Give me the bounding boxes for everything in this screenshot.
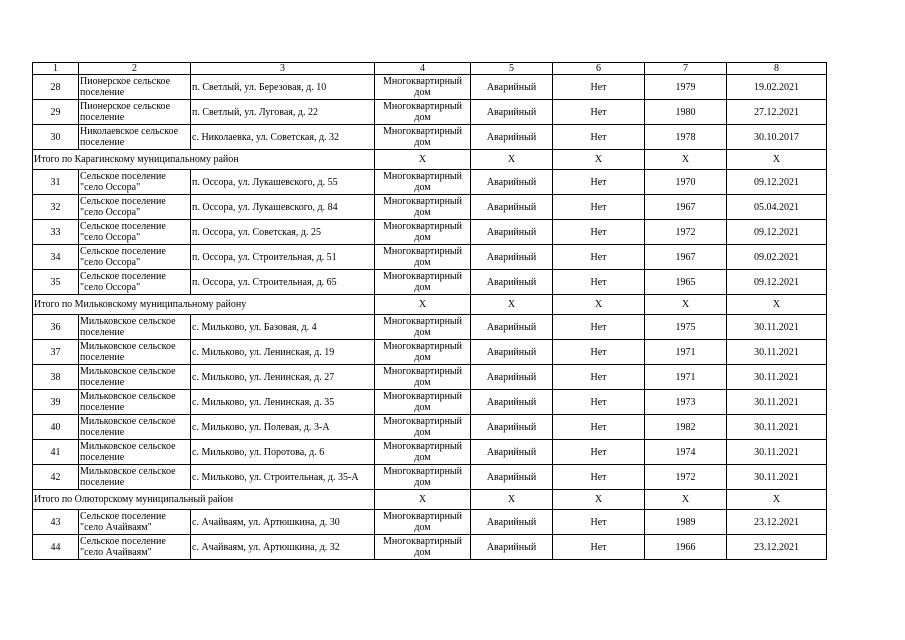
status-cell: Аварийный <box>471 170 553 195</box>
municipality-cell: Сельское поселение "село Оссора" <box>79 220 191 245</box>
municipality-cell: Николаевское сельское поселение <box>79 125 191 150</box>
house-type-cell: Многоквартирный дом <box>375 415 471 440</box>
row-number-cell: 40 <box>33 415 79 440</box>
house-type-cell: Многоквартирный дом <box>375 465 471 490</box>
address-cell: п. Оссора, ул. Лукашевского, д. 55 <box>191 170 375 195</box>
row-number-cell: 31 <box>33 170 79 195</box>
house-type-cell: Многоквартирный дом <box>375 245 471 270</box>
year-cell: 1975 <box>645 315 727 340</box>
year-cell: 1973 <box>645 390 727 415</box>
year-cell: 1966 <box>645 535 727 560</box>
year-cell: 1970 <box>645 170 727 195</box>
column-number-cell: 6 <box>553 63 645 75</box>
subtotal-row <box>33 490 827 510</box>
flag-cell: Нет <box>553 75 645 100</box>
date-cell: 30.11.2021 <box>727 415 827 440</box>
year-cell: 1965 <box>645 270 727 295</box>
status-cell: Аварийный <box>471 535 553 560</box>
housing-registry-table <box>32 62 827 560</box>
table-row <box>33 340 827 365</box>
row-number-cell: 28 <box>33 75 79 100</box>
address-cell: с. Мильково, ул. Ленинская, д. 19 <box>191 340 375 365</box>
date-cell: 09.12.2021 <box>727 170 827 195</box>
house-type-cell: Многоквартирный дом <box>375 100 471 125</box>
status-cell: Аварийный <box>471 415 553 440</box>
row-number-cell: 36 <box>33 315 79 340</box>
status-cell: Аварийный <box>471 340 553 365</box>
date-cell: 09.02.2021 <box>727 245 827 270</box>
status-cell: Аварийный <box>471 465 553 490</box>
municipality-cell: Мильковское сельское поселение <box>79 390 191 415</box>
municipality-cell: Мильковское сельское поселение <box>79 365 191 390</box>
subtotal-value-cell: X <box>375 295 471 315</box>
flag-cell: Нет <box>553 365 645 390</box>
municipality-cell: Мильковское сельское поселение <box>79 465 191 490</box>
status-cell: Аварийный <box>471 100 553 125</box>
subtotal-value-cell: X <box>727 295 827 315</box>
address-cell: п. Оссора, ул. Строительная, д. 65 <box>191 270 375 295</box>
subtotal-value-cell: X <box>553 150 645 170</box>
column-number-cell: 2 <box>79 63 191 75</box>
column-number-cell: 7 <box>645 63 727 75</box>
municipality-cell: Пионерское сельское поселение <box>79 100 191 125</box>
date-cell: 05.04.2021 <box>727 195 827 220</box>
address-cell: п. Оссора, ул. Строительная, д. 51 <box>191 245 375 270</box>
address-cell: с. Мильково, ул. Полевая, д. 3-А <box>191 415 375 440</box>
table-row <box>33 245 827 270</box>
table-row <box>33 315 827 340</box>
table-row <box>33 170 827 195</box>
house-type-cell: Многоквартирный дом <box>375 270 471 295</box>
subtotal-value-cell: X <box>553 490 645 510</box>
row-number-cell: 33 <box>33 220 79 245</box>
house-type-cell: Многоквартирный дом <box>375 195 471 220</box>
table-row <box>33 440 827 465</box>
status-cell: Аварийный <box>471 315 553 340</box>
house-type-cell: Многоквартирный дом <box>375 170 471 195</box>
table-body <box>33 63 827 560</box>
date-cell: 23.12.2021 <box>727 535 827 560</box>
subtotal-value-cell: X <box>471 490 553 510</box>
date-cell: 30.11.2021 <box>727 365 827 390</box>
house-type-cell: Многоквартирный дом <box>375 315 471 340</box>
year-cell: 1971 <box>645 340 727 365</box>
flag-cell: Нет <box>553 245 645 270</box>
subtotal-value-cell: X <box>645 490 727 510</box>
house-type-cell: Многоквартирный дом <box>375 365 471 390</box>
address-cell: с. Ачайваям, ул. Артюшкина, д. 30 <box>191 510 375 535</box>
address-cell: с. Мильково, ул. Ленинская, д. 27 <box>191 365 375 390</box>
house-type-cell: Многоквартирный дом <box>375 390 471 415</box>
subtotal-value-cell: X <box>375 150 471 170</box>
date-cell: 09.12.2021 <box>727 270 827 295</box>
flag-cell: Нет <box>553 415 645 440</box>
row-number-cell: 32 <box>33 195 79 220</box>
status-cell: Аварийный <box>471 510 553 535</box>
address-cell: п. Оссора, ул. Советская, д. 25 <box>191 220 375 245</box>
table-row <box>33 125 827 150</box>
address-cell: п. Светлый, ул. Березовая, д. 10 <box>191 75 375 100</box>
year-cell: 1967 <box>645 195 727 220</box>
flag-cell: Нет <box>553 440 645 465</box>
status-cell: Аварийный <box>471 125 553 150</box>
date-cell: 30.11.2021 <box>727 440 827 465</box>
flag-cell: Нет <box>553 270 645 295</box>
row-number-cell: 34 <box>33 245 79 270</box>
municipality-cell: Мильковское сельское поселение <box>79 340 191 365</box>
address-cell: с. Ачайваям, ул. Артюшкина, д. 32 <box>191 535 375 560</box>
address-cell: с. Мильково, ул. Ленинская, д. 35 <box>191 390 375 415</box>
row-number-cell: 39 <box>33 390 79 415</box>
municipality-cell: Мильковское сельское поселение <box>79 440 191 465</box>
date-cell: 30.11.2021 <box>727 465 827 490</box>
year-cell: 1982 <box>645 415 727 440</box>
flag-cell: Нет <box>553 100 645 125</box>
date-cell: 30.10.2017 <box>727 125 827 150</box>
subtotal-label: Итого по Олюторскому муниципальный район <box>33 490 375 510</box>
flag-cell: Нет <box>553 125 645 150</box>
flag-cell: Нет <box>553 170 645 195</box>
row-number-cell: 44 <box>33 535 79 560</box>
table-row <box>33 465 827 490</box>
house-type-cell: Многоквартирный дом <box>375 510 471 535</box>
table-row <box>33 390 827 415</box>
municipality-cell: Мильковское сельское поселение <box>79 315 191 340</box>
subtotal-value-cell: X <box>553 295 645 315</box>
address-cell: п. Оссора, ул. Лукашевского, д. 84 <box>191 195 375 220</box>
status-cell: Аварийный <box>471 390 553 415</box>
year-cell: 1967 <box>645 245 727 270</box>
status-cell: Аварийный <box>471 75 553 100</box>
address-cell: с. Мильково, ул. Поротова, д. 6 <box>191 440 375 465</box>
year-cell: 1978 <box>645 125 727 150</box>
flag-cell: Нет <box>553 465 645 490</box>
municipality-cell: Сельское поселение "село Оссора" <box>79 195 191 220</box>
address-cell: с. Николаевка, ул. Советская, д. 32 <box>191 125 375 150</box>
flag-cell: Нет <box>553 195 645 220</box>
date-cell: 23.12.2021 <box>727 510 827 535</box>
table-row <box>33 415 827 440</box>
row-number-cell: 43 <box>33 510 79 535</box>
municipality-cell: Сельское поселение "село Ачайваям" <box>79 510 191 535</box>
house-type-cell: Многоквартирный дом <box>375 75 471 100</box>
subtotal-value-cell: X <box>727 150 827 170</box>
subtotal-value-cell: X <box>471 295 553 315</box>
house-type-cell: Многоквартирный дом <box>375 340 471 365</box>
house-type-cell: Многоквартирный дом <box>375 125 471 150</box>
date-cell: 19.02.2021 <box>727 75 827 100</box>
year-cell: 1972 <box>645 465 727 490</box>
column-number-header-row <box>33 63 827 75</box>
subtotal-value-cell: X <box>645 150 727 170</box>
year-cell: 1971 <box>645 365 727 390</box>
subtotal-value-cell: X <box>375 490 471 510</box>
municipality-cell: Сельское поселение "село Оссора" <box>79 170 191 195</box>
table-row <box>33 365 827 390</box>
row-number-cell: 37 <box>33 340 79 365</box>
column-number-cell: 1 <box>33 63 79 75</box>
flag-cell: Нет <box>553 510 645 535</box>
status-cell: Аварийный <box>471 365 553 390</box>
year-cell: 1980 <box>645 100 727 125</box>
house-type-cell: Многоквартирный дом <box>375 220 471 245</box>
date-cell: 09.12.2021 <box>727 220 827 245</box>
municipality-cell: Сельское поселение "село Ачайваям" <box>79 535 191 560</box>
municipality-cell: Сельское поселение "село Оссора" <box>79 270 191 295</box>
flag-cell: Нет <box>553 220 645 245</box>
row-number-cell: 35 <box>33 270 79 295</box>
subtotal-value-cell: X <box>645 295 727 315</box>
year-cell: 1989 <box>645 510 727 535</box>
municipality-cell: Пионерское сельское поселение <box>79 75 191 100</box>
row-number-cell: 41 <box>33 440 79 465</box>
table-row <box>33 75 827 100</box>
date-cell: 30.11.2021 <box>727 390 827 415</box>
date-cell: 27.12.2021 <box>727 100 827 125</box>
subtotal-label: Итого по Мильковскому муниципальному району <box>33 295 375 315</box>
municipality-cell: Сельское поселение "село Оссора" <box>79 245 191 270</box>
flag-cell: Нет <box>553 315 645 340</box>
subtotal-value-cell: X <box>471 150 553 170</box>
table-row <box>33 510 827 535</box>
row-number-cell: 42 <box>33 465 79 490</box>
address-cell: с. Мильково, ул. Строительная, д. 35-А <box>191 465 375 490</box>
subtotal-label: Итого по Карагинскому муниципальному район <box>33 150 375 170</box>
year-cell: 1979 <box>645 75 727 100</box>
column-number-cell: 4 <box>375 63 471 75</box>
row-number-cell: 30 <box>33 125 79 150</box>
status-cell: Аварийный <box>471 220 553 245</box>
status-cell: Аварийный <box>471 195 553 220</box>
table-row <box>33 535 827 560</box>
status-cell: Аварийный <box>471 245 553 270</box>
column-number-cell: 3 <box>191 63 375 75</box>
column-number-cell: 8 <box>727 63 827 75</box>
date-cell: 30.11.2021 <box>727 340 827 365</box>
column-number-cell: 5 <box>471 63 553 75</box>
municipality-cell: Мильковское сельское поселение <box>79 415 191 440</box>
table-row <box>33 270 827 295</box>
date-cell: 30.11.2021 <box>727 315 827 340</box>
address-cell: п. Светлый, ул. Луговая, д. 22 <box>191 100 375 125</box>
table-row <box>33 195 827 220</box>
table-row <box>33 220 827 245</box>
year-cell: 1974 <box>645 440 727 465</box>
house-type-cell: Многоквартирный дом <box>375 440 471 465</box>
subtotal-row <box>33 295 827 315</box>
table-row <box>33 100 827 125</box>
address-cell: с. Мильково, ул. Базовая, д. 4 <box>191 315 375 340</box>
flag-cell: Нет <box>553 340 645 365</box>
year-cell: 1972 <box>645 220 727 245</box>
subtotal-value-cell: X <box>727 490 827 510</box>
subtotal-row <box>33 150 827 170</box>
row-number-cell: 38 <box>33 365 79 390</box>
flag-cell: Нет <box>553 535 645 560</box>
flag-cell: Нет <box>553 390 645 415</box>
house-type-cell: Многоквартирный дом <box>375 535 471 560</box>
status-cell: Аварийный <box>471 270 553 295</box>
status-cell: Аварийный <box>471 440 553 465</box>
row-number-cell: 29 <box>33 100 79 125</box>
